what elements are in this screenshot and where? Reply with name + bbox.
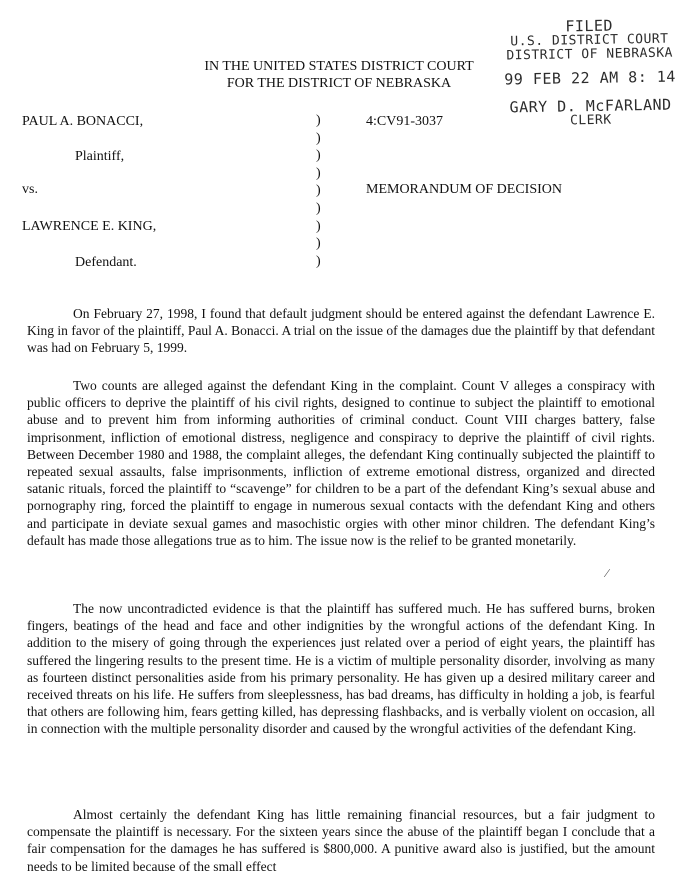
paren: ) [316,148,321,164]
pen-mark: ∕ [606,566,609,580]
document-title: MEMORANDUM OF DECISION [366,182,563,197]
defendant-role: Defendant. [75,255,137,270]
paren: ) [316,218,321,234]
court-heading-line2: FOR THE DISTRICT OF NEBRASKA [226,76,452,91]
case-number: 4:CV91-3037 [366,114,443,129]
paragraph-compensation: Almost certainly the defendant King has little remaining financial resources, but a fair judgment to compensate the plaintiff is necessary. For the sixteen years since the abuse of the plaintiff began I conclude that a fair compensation for the damages he has suffered is $800,000. A punitive award also is justified, but the amount needs to be limited because of the small effect [27,807,655,874]
paren: ) [316,236,321,252]
paren: ) [316,253,321,269]
paren: ) [316,165,321,181]
plaintiff-name: PAUL A. BONACCI, [22,114,144,129]
paren: ) [316,183,321,199]
paragraph-evidence: The now uncontradicted evidence is that the plaintiff has suffered much. He has suffered burns, broken fingers, beatings of the head and face and other indignities by the wrongful actions of the defendant King. In addition to the misery of going through the experiences just related over a period of eight years, the plaintiff has suffered the lingering results to the present time. He is a victim of multiple personality disorder, involving as many as fourteen distinct personalities aside from his primary personality. He has given up a desired military career and received threats on his life. He suffers from sleeplessness, has bad dreams, has difficulty in holding a job, is fearful that others are following him, fears getting killed, has depressing flashbacks, and is verbally violent on occasion, all in connection with the multiple personality disorder and caused by the wrongful activities of the defendant King. [27,601,655,737]
paren: ) [316,130,321,146]
paren: ) [316,200,321,216]
stamp-district: DISTRICT OF NEBRASKA [506,45,674,64]
court-heading-line1: IN THE UNITED STATES DISTRICT COURT [204,59,474,74]
paragraph-default-judgment: On February 27, 1998, I found that default judgment should be entered against the defendant Lawrence E. King in favor of the plaintiff, Paul A. Bonacci. A trial on the issue of the damages due the plaintiff by that defendant was had on February 5, 1999. [27,306,655,356]
stamp-filed: FILED [565,16,614,36]
versus: vs. [22,182,38,197]
court-heading [176,58,502,92]
plaintiff-role: Plaintiff, [75,149,125,164]
stamp-date: 99 FEB 22 AM 8: 14 [504,67,677,89]
stamp-clerk-title: CLERK [569,112,612,129]
filed-stamp [499,16,681,129]
caption-parentheses [316,112,321,270]
defendant-name: LAWRENCE E. KING, [22,219,157,234]
paren: ) [316,113,321,128]
stamp-court: U.S. DISTRICT COURT [510,31,669,50]
paragraph-counts-alleged: Two counts are alleged against the defendant King in the complaint. Count V alleges a conspiracy with public officers to deprive the plaintiff of his civil rights, designed to continue to subject the plaintiff to emotional abuse and to prevent him from informing authorities of criminal conduct. Count VIII charges battery, false imprisonment, infliction of emotional distress, negligence and conspiracy to deprive the plaintiff of civil rights. Between December 1980 and 1988, the complaint alleges, the defendant King continually subjected the plaintiff to repeated sexual assaults, false imprisonments, infliction of extreme emotional distress, organized and directed satanic rituals, forced the plaintiff to “scavenge” for children to be a part of the defendant King’s sexual abuse and pornography ring, forced the plaintiff to engage in numerous sexual contacts with the defendant King and others and participate in deviate sexual games and masochistic orgies with other minor children. The defendant King’s default has made those allegations true as to him. The issue now is the relief to be granted monetarily. [27,378,655,548]
stamp-clerk-name: GARY D. McFARLAND [509,95,672,117]
